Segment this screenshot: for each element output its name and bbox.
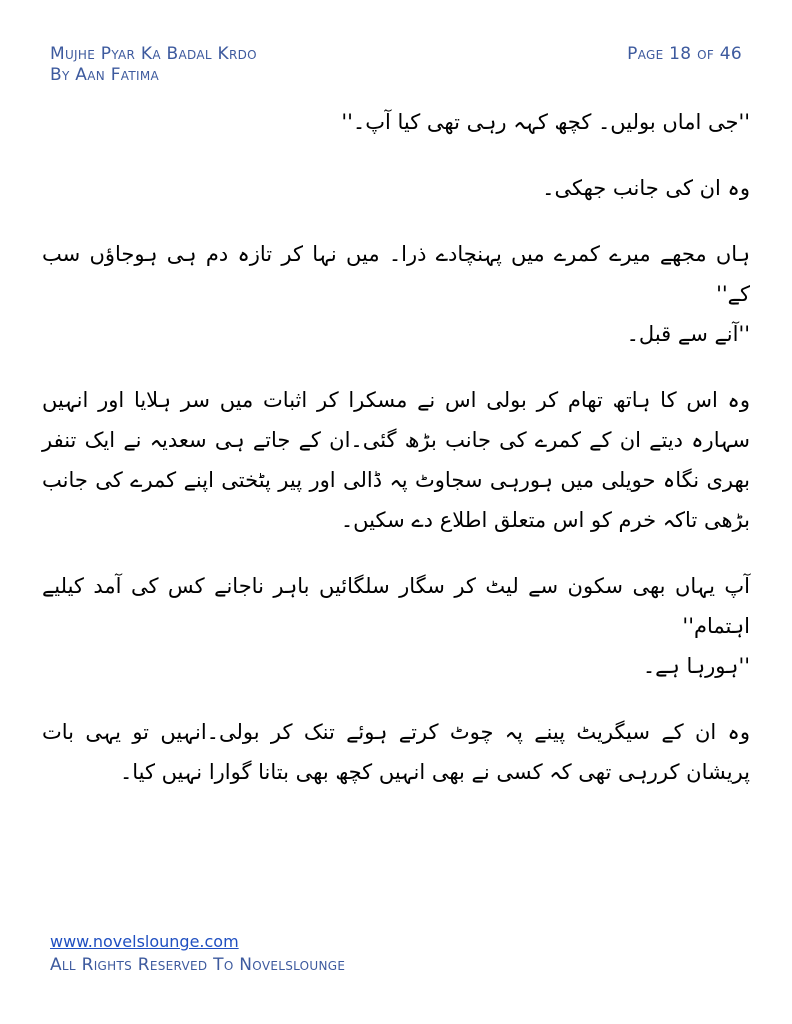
paragraph: ہاں مجھے میرے کمرے میں پہنچادے ذرا۔ میں نہا کر تازہ دم ہی ہوجاؤں سب کے'' xyxy=(42,242,750,306)
rights-notice: All Rights Reserved To Novelslounge xyxy=(50,955,346,975)
paragraph: ''آنے سے قبل۔ xyxy=(626,322,750,346)
document-header xyxy=(50,44,257,86)
paragraph: ''ہورہا ہے۔ xyxy=(642,654,750,678)
paragraph: وہ ان کی جانب جھکی۔ xyxy=(542,176,750,200)
novel-author: By Aan Fatima xyxy=(50,65,160,85)
paragraph: وہ اس کا ہاتھ تھام کر بولی اس نے مسکرا کر اثبات میں سر ہلایا اور انہیں سہارہ دیتے ان کے کمرے کی جانب بڑھ گئی۔ان کے جاتے ہی سعدیہ نے ایک تنفر بھری نگاہ حویلی میں ہورہی سجاوٹ پہ ڈالی اور پیر پٹختی اپنے کمرے کی جانب بڑھی تاکہ خرم کو اس متعلق اطلاع دے سکیں۔ xyxy=(42,388,750,532)
paragraph: آپ یہاں بھی سکون سے لیٹ کر سگار سلگائیں باہر ناجانے کس کی آمد کیلیے اہتمام'' xyxy=(42,574,750,638)
page-number: Page 18 of 46 xyxy=(627,44,742,64)
document-body xyxy=(42,102,750,818)
paragraph: وہ ان کے سیگریٹ پینے پہ چوٹ کرتے ہوئے تنک کر بولی۔انہیں تو یہی بات پریشان کررہی تھی کہ کسی نے بھی انہیں کچھ بھی بتانا گوارا نہیں کیا۔ xyxy=(42,720,750,784)
document-footer xyxy=(50,932,345,976)
website-link[interactable]: www.novelslounge.com xyxy=(50,932,239,951)
paragraph: ''جی اماں بولیں۔ کچھ کہہ رہی تھی کیا آپ۔'' xyxy=(341,110,750,134)
novel-title: Mujhe Pyar Ka Badal Krdo xyxy=(50,44,257,64)
